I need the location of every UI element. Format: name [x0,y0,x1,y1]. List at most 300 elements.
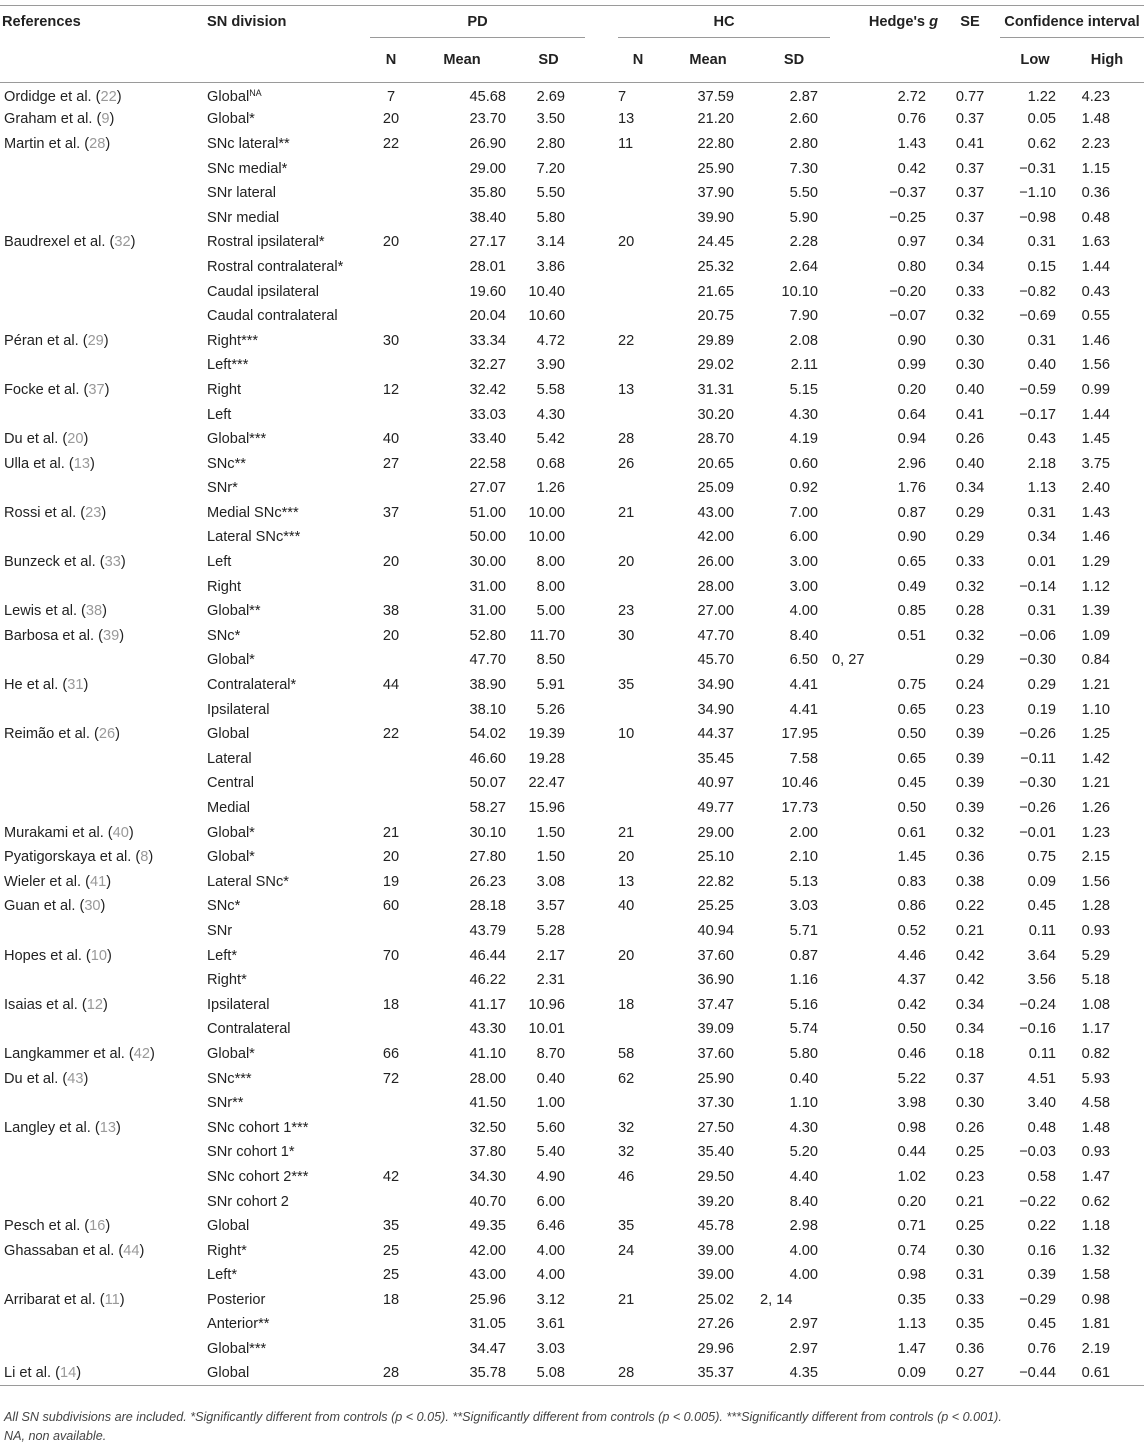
cell-ci-high: 1.47 [1081,1168,1111,1185]
cell-hc-mean: 22.82 [697,873,734,890]
cell-pd-sd: 5.42 [536,431,565,448]
reference-number-link[interactable]: 20 [67,431,84,448]
cell-reference [0,968,205,993]
cell-reference: Du et al. (20) [4,431,89,448]
cell-se: 0.22 [955,898,985,915]
cell-hc-mean: 26.00 [697,554,734,571]
cell-sn-division: SNc lateral** [207,135,290,152]
cell-hc-sd: 5.15 [789,381,819,398]
cell-se: 0.40 [955,381,985,398]
cell-reference [0,574,205,599]
cell-hc-mean: 29.00 [697,824,734,841]
cell-ci-high: 0.93 [1081,1144,1111,1161]
cell-pd-sd: 3.86 [536,258,565,275]
cell-reference [0,181,205,206]
cell-ci-low: −0.31 [1019,160,1057,177]
table-row [0,820,1144,845]
cell-hc-sd: 6.00 [789,529,819,546]
cell-se: 0.42 [955,972,985,989]
reference-number-link[interactable]: 29 [87,332,104,349]
cell-pd-sd: 3.50 [536,111,565,128]
cell-hedges-g: 4.46 [897,947,927,964]
table-row [0,304,1144,329]
table-body [0,83,1144,1386]
cell-hc-sd: 5.20 [789,1144,819,1161]
cell-se: 0.36 [955,1341,985,1358]
cell-pd-sd: 4.72 [536,332,565,349]
reference-author: Barbosa et al. ( [4,627,103,644]
reference-author: Baudrexel et al. ( [4,234,115,251]
cell-hedges-g: 0.35 [897,1291,927,1308]
cell-hc-mean: 29.96 [697,1341,734,1358]
cell-pd-mean: 38.40 [469,209,506,226]
cell-ci-high: 1.08 [1081,996,1111,1013]
cell-hc-sd: 17.73 [781,800,819,817]
cell-hc-sd: 5.13 [789,873,819,890]
reference-number-link[interactable]: 43 [67,1070,84,1087]
cell-pd-mean: 50.00 [469,529,506,546]
cell-hc-n: 21 [618,824,635,841]
cell-hc-sd: 2.80 [789,135,819,152]
cell-reference [0,1091,205,1116]
cell-sn-division: Global [207,1218,250,1235]
table-row [0,476,1144,501]
cell-sn-division: Left [207,406,232,423]
cell-pd-sd: 8.50 [536,652,565,669]
cell-se: 0.37 [955,111,985,128]
cell-se: 0.32 [955,308,985,325]
cell-hc-n: 46 [618,1168,635,1185]
cell-pd-mean: 41.17 [469,996,506,1013]
cell-ci-low: 3.40 [1027,1095,1057,1112]
cell-sn-division: Caudal ipsilateral [207,283,319,300]
reference-number-link[interactable]: 23 [85,504,102,521]
cell-ci-low: 0.48 [1027,1119,1057,1136]
reference-number-link[interactable]: 38 [85,603,103,620]
cell-ci-low: 3.64 [1027,947,1057,964]
cell-pd-sd: 19.39 [528,726,565,743]
cell-ci-low: 0.31 [1027,603,1057,620]
reference-number-link[interactable]: 42 [133,1045,151,1062]
cell-pd-mean: 37.80 [469,1144,506,1161]
cell-hedges-g: 1.02 [897,1168,927,1185]
cell-pd-n [370,697,412,722]
cell-pd-sd: 0.40 [536,1070,565,1087]
cell-ci-high: 1.32 [1081,1242,1111,1259]
reference-author: Arribarat et al. ( [4,1291,105,1308]
cell-reference [0,353,205,378]
reference-number-link[interactable]: 12 [86,996,103,1013]
cell-pd-sd: 10.01 [528,1021,565,1038]
cell-ci-high: 1.25 [1081,726,1111,743]
cell-pd-sd: 5.60 [536,1119,565,1136]
cell-ci-high: 0.55 [1081,308,1111,325]
cell-pd-mean: 32.42 [469,381,506,398]
cell-ci-low: −0.16 [1019,1021,1057,1038]
cell-sn-division: Ipsilateral [207,996,270,1013]
cell-hedges-g: 0.75 [897,677,927,694]
cell-pd-sd: 10.00 [528,504,565,521]
cell-ci-high: 0.98 [1081,1291,1111,1308]
cell-ci-high: 1.81 [1081,1316,1111,1333]
cell-hc-sd: 2.10 [789,849,819,866]
cell-reference: Langkammer et al. (42) [4,1045,155,1062]
cell-pd-n: 18 [382,996,400,1013]
cell-hc-sd: 4.00 [789,1267,819,1284]
cell-hc-sd: 10.46 [781,775,819,792]
cell-hc-mean: 27.00 [697,603,734,620]
cell-pd-mean: 30.00 [469,554,506,571]
reference-number-link[interactable]: 31 [67,677,84,694]
cell-sn-division: Contralateral [207,1021,291,1038]
cell-reference [0,525,205,550]
cell-reference: Wieler et al. (41) [4,873,112,890]
cell-hc-sd: 2.87 [789,89,819,106]
cell-hedges-g: 3.98 [897,1095,927,1112]
cell-hc-sd: 0.87 [789,947,819,964]
cell-sn-division: Global*** [207,431,267,448]
cell-sn-division: Global* [207,111,255,128]
cell-pd-n: 20 [382,111,400,128]
cell-pd-sd: 5.91 [536,677,565,694]
header-ci-high: High [1090,52,1124,68]
cell-sn-division: Central [207,775,255,792]
cell-pd-mean: 27.17 [469,234,506,251]
cell-pd-sd: 2.69 [536,89,565,106]
cell-sn-division: Global [207,1365,250,1382]
cell-pd-n [370,181,412,206]
cell-hc-sd: 0.40 [789,1070,819,1087]
cell-ci-low: −0.03 [1019,1144,1057,1161]
reference-number-link[interactable]: 32 [114,234,131,251]
cell-pd-sd: 2.80 [536,135,565,152]
cell-ci-high: 0.93 [1081,922,1111,939]
table-row [0,1337,1144,1362]
cell-pd-mean: 35.78 [469,1365,506,1382]
cell-hedges-g: 0.65 [897,750,927,767]
cell-hc-n [618,476,658,501]
cell-pd-sd: 3.61 [536,1316,565,1333]
reference-number-link[interactable]: 22 [100,89,117,106]
cell-pd-n: 40 [382,431,400,448]
cell-ci-low: −0.14 [1019,578,1057,595]
cell-sn-division: Posterior [207,1291,266,1308]
reference-author: Ghassaban et al. ( [4,1242,124,1259]
cell-hc-sd: 4.40 [789,1168,819,1185]
cell-pd-sd: 0.68 [536,455,565,472]
cell-ci-low: 0.31 [1027,504,1057,521]
cell-se: 0.33 [955,554,985,571]
cell-pd-n [370,747,412,772]
cell-sn-division: Global** [207,603,261,620]
cell-ci-high: 1.21 [1081,775,1111,792]
cell-hc-mean: 37.60 [697,1045,734,1062]
cell-reference: Pesch et al. (16) [4,1218,111,1235]
cell-ci-low: −0.26 [1019,800,1057,817]
cell-pd-mean: 35.80 [469,185,506,202]
cell-pd-sd: 10.40 [528,283,565,300]
cell-se: 0.33 [955,283,985,300]
cell-hc-mean: 45.70 [697,652,734,669]
cell-pd-mean: 28.00 [469,1070,506,1087]
cell-ci-low: 1.13 [1027,480,1057,497]
table-row [0,1165,1144,1190]
cell-pd-sd: 7.20 [536,160,565,177]
cell-ci-high: 1.46 [1081,529,1111,546]
cell-ci-low: −0.59 [1019,381,1057,398]
cell-sn-division: Lateral SNc* [207,873,289,890]
cell-hedges-g: 1.13 [897,1316,927,1333]
cell-pd-n: 19 [382,873,400,890]
cell-ci-low: 0.19 [1027,701,1057,718]
cell-sn-division: Anterior** [207,1316,270,1333]
reference-author: Ulla et al. ( [4,455,74,472]
cell-ci-low: 0.11 [1028,1045,1057,1062]
cell-ci-high: 2.40 [1081,480,1111,497]
header-hc-n: N [632,52,644,68]
cell-sn-division: SNc* [207,898,241,915]
cell-hc-mean: 34.90 [697,677,734,694]
cell-reference [0,796,205,821]
cell-ci-high: 1.56 [1081,873,1111,890]
table-row [0,771,1144,796]
cell-pd-n: 12 [382,381,400,398]
table-row [0,1066,1144,1091]
cell-reference [0,771,205,796]
cell-sn-division: Global* [207,1045,255,1062]
cell-reference [0,1189,205,1214]
reference-number-link[interactable]: 26 [98,726,116,743]
cell-hc-n: 26 [618,455,635,472]
reference-number-link[interactable]: 10 [90,947,108,964]
cell-reference: Arribarat et al. (11) [4,1291,125,1308]
cell-se: 0.37 [955,209,985,226]
reference-number-link[interactable]: 30 [84,898,101,915]
cell-reference: Péran et al. (29) [4,332,109,349]
cell-ci-high: 2.23 [1081,135,1111,152]
cell-reference: Lewis et al. (38) [4,603,108,620]
cell-hc-n: 32 [618,1144,635,1161]
cell-pd-mean: 32.50 [469,1119,506,1136]
cell-pd-sd: 4.90 [536,1168,565,1185]
cell-hc-sd: 8.40 [789,627,819,644]
cell-hc-n [618,574,658,599]
reference-number-link[interactable]: 13 [99,1119,116,1136]
cell-ci-low: 0.43 [1027,431,1057,448]
cell-pd-sd: 6.46 [536,1218,565,1235]
table-row [0,919,1144,944]
cell-pd-mean: 41.10 [469,1045,506,1062]
cell-hedges-g: 0.45 [897,775,927,792]
cell-sn-division: Rostral contralateral* [207,258,344,275]
cell-pd-sd: 2.17 [536,947,565,964]
cell-pd-mean: 50.07 [469,775,506,792]
cell-hc-mean: 37.60 [697,947,734,964]
cell-ci-low: −0.24 [1019,996,1057,1013]
cell-hc-n: 24 [618,1242,635,1259]
cell-hedges-g: 0.90 [897,529,927,546]
cell-ci-low: 0.15 [1027,258,1057,275]
table-row [0,181,1144,206]
cell-pd-mean: 51.00 [469,504,506,521]
cell-hc-n: 40 [618,898,635,915]
reference-number-link[interactable]: 40 [112,824,129,841]
reference-number-link[interactable]: 33 [104,554,121,571]
header-hc-mean: Mean [689,52,727,68]
cell-pd-mean: 54.02 [469,726,506,743]
table-row [0,1115,1144,1140]
reference-number-link[interactable]: 9 [101,111,110,128]
cell-hedges-g: 2.96 [897,455,927,472]
cell-pd-mean: 19.60 [469,283,506,300]
cell-hc-n: 13 [618,873,635,890]
cell-pd-n [370,1312,412,1337]
cell-ci-low: −0.30 [1019,652,1057,669]
table-row [0,451,1144,476]
reference-author: Guan et al. ( [4,898,85,915]
cell-hc-sd: 8.40 [789,1193,819,1210]
reference-number-link[interactable]: 39 [102,627,120,644]
cell-hc-sd: 2.97 [789,1341,819,1358]
cell-hc-n: 18 [618,996,635,1013]
reference-number-link[interactable]: 16 [89,1218,106,1235]
reference-number-link[interactable]: 11 [104,1291,120,1308]
cell-se: 0.25 [955,1144,985,1161]
cell-sn-division: Left* [207,1267,238,1284]
cell-hc-n [618,205,658,230]
cell-hedges-g: 0.49 [897,578,927,595]
cell-pd-n [370,648,412,673]
cell-pd-mean: 27.80 [469,849,506,866]
reference-author: Langkammer et al. ( [4,1045,134,1062]
reference-author: Wieler et al. ( [4,873,90,890]
reference-number-link[interactable]: 44 [123,1242,140,1259]
cell-pd-sd: 5.26 [536,701,565,718]
cell-pd-n [370,255,412,280]
cell-se: 0.29 [955,652,985,669]
cell-hedges-g: 0.85 [897,603,927,620]
cell-hc-n [618,525,658,550]
cell-pd-n: 38 [382,603,400,620]
cell-pd-sd: 5.00 [536,603,565,620]
cell-ci-low: −1.10 [1019,185,1057,202]
cell-pd-mean: 46.60 [469,750,506,767]
cell-hedges-g: 0.94 [897,431,927,448]
cell-ci-high: 0.43 [1081,283,1111,300]
cell-sn-division: Global* [207,824,255,841]
table-row [0,132,1144,157]
header-se: SE [960,13,980,30]
cell-pd-n [370,353,412,378]
reference-number-link[interactable]: 41 [89,873,107,890]
cell-pd-n: 70 [382,947,400,964]
cell-hedges-g: 0.50 [897,800,927,817]
cell-hc-n: 21 [618,504,635,521]
cell-hedges-g: 0.51 [897,627,927,644]
cell-ci-high: 0.84 [1081,652,1111,669]
header-pd: PD [370,6,585,38]
cell-hc-mean: 36.90 [697,972,734,989]
cell-hc-sd: 4.30 [789,1119,819,1136]
cell-ci-high: 2.15 [1081,849,1111,866]
cell-hc-n: 28 [618,1365,635,1382]
cell-reference: He et al. (31) [4,677,89,694]
cell-hc-n [618,1337,658,1362]
cell-hedges-g: 0.65 [897,701,927,718]
cell-pd-mean: 23.70 [469,111,506,128]
cell-sn-division: Rostral ipsilateral* [207,234,325,251]
cell-hc-mean: 39.00 [697,1267,734,1284]
cell-hedges-g: 5.22 [897,1070,927,1087]
cell-ci-high: 1.39 [1081,603,1111,620]
cell-hc-mean: 37.30 [697,1095,734,1112]
cell-pd-sd: 4.00 [536,1242,565,1259]
cell-se: 0.39 [955,726,985,743]
cell-pd-n [370,796,412,821]
table-row [0,230,1144,255]
table-row [0,599,1144,624]
cell-hc-n: 10 [618,726,635,743]
cell-sn-division: Global*** [207,1341,267,1358]
cell-sn-division: Left*** [207,357,249,374]
cell-ci-high: 1.09 [1081,627,1111,644]
cell-pd-mean: 34.30 [469,1168,506,1185]
cell-ci-low: 3.56 [1027,972,1057,989]
reference-number-link[interactable]: 28 [89,135,106,152]
cell-hc-sd: 2.60 [789,111,819,128]
footnote-abbreviation: NA, non available. [4,1429,107,1443]
cell-hc-sd: 2.97 [789,1316,819,1333]
cell-reference [0,1263,205,1288]
cell-sn-division: SNr cohort 1* [207,1144,295,1161]
cell-pd-sd: 10.60 [528,308,565,325]
cell-pd-n: 21 [382,824,400,841]
cell-pd-sd: 1.50 [536,849,565,866]
cell-hc-sd: 2.08 [789,332,819,349]
cell-sn-division: SNr cohort 2 [207,1193,289,1210]
cell-hc-sd: 0.92 [789,480,819,497]
reference-number-link[interactable]: 13 [73,455,90,472]
reference-number-link[interactable]: 14 [59,1365,77,1382]
cell-ci-low: 0.31 [1027,234,1057,251]
cell-pd-n [370,402,412,427]
cell-hedges-g: 0.80 [897,258,927,275]
table-row [0,1263,1144,1288]
cell-hc-n: 13 [618,111,635,128]
cell-se: 0.37 [955,160,985,177]
cell-hc-mean: 27.50 [697,1119,734,1136]
cell-pd-n [370,476,412,501]
cell-pd-n [370,968,412,993]
cell-pd-sd: 10.00 [528,529,565,546]
cell-hc-mean: 35.40 [697,1144,734,1161]
header-hc-sd: SD [783,52,805,68]
cell-hc-sd: 10.10 [781,283,819,300]
cell-pd-n [370,1115,412,1140]
cell-pd-sd: 1.26 [536,480,565,497]
cell-hc-mean: 29.02 [697,357,734,374]
cell-sn-division: Contralateral* [207,677,297,694]
cell-pd-mean: 28.01 [469,258,506,275]
cell-hc-mean: 25.02 [697,1291,734,1308]
reference-number-link[interactable]: 37 [88,381,105,398]
reference-author: Pyatigorskaya et al. ( [4,849,141,866]
cell-sn-division: Right* [207,972,247,989]
meta-analysis-table [0,5,1144,1386]
reference-number-link[interactable]: 8 [140,849,149,866]
cell-pd-sd: 4.00 [536,1267,565,1284]
cell-hc-sd: 2.28 [789,234,819,251]
